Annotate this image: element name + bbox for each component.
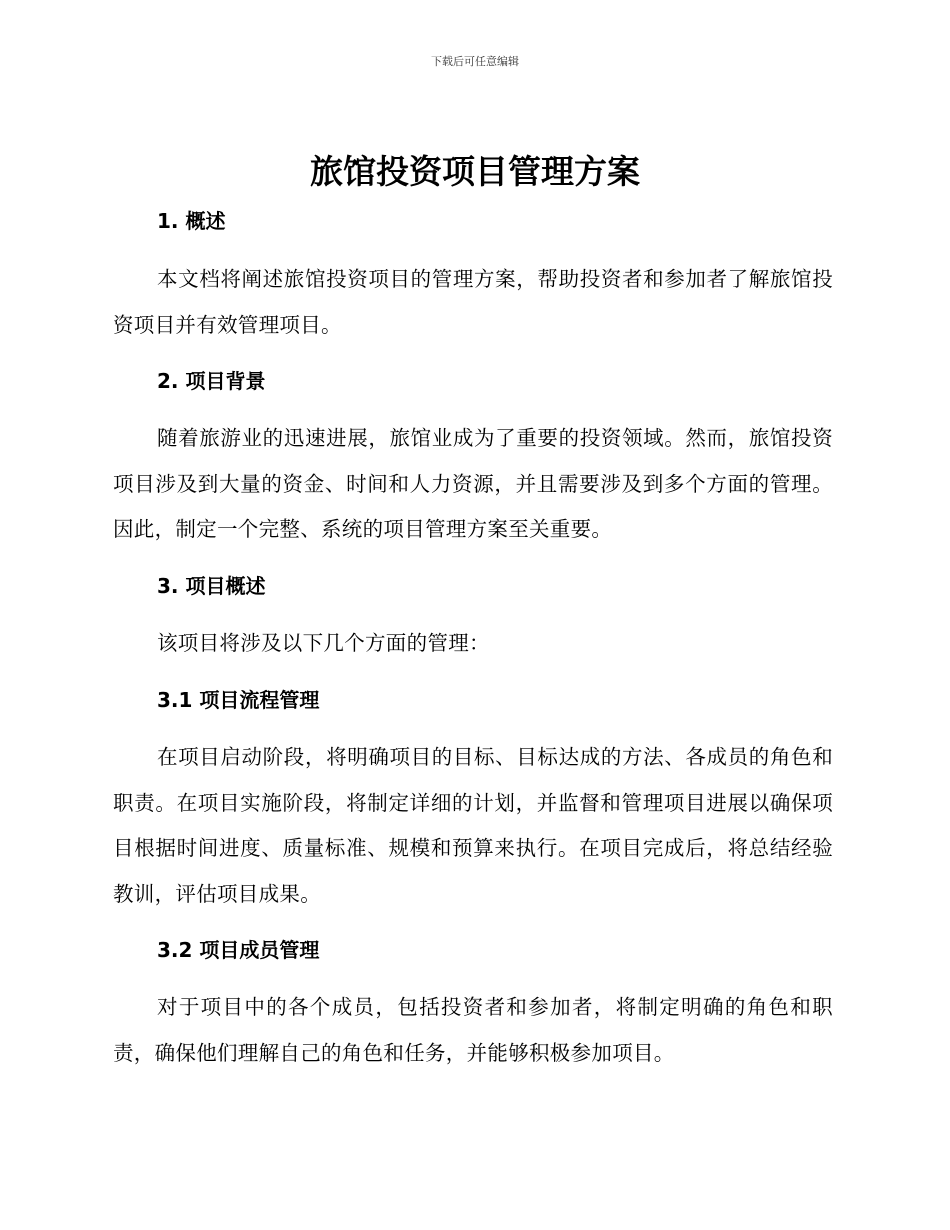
section-body-project-summary: 该项目将涉及以下几个方面的管理： [157,631,490,655]
page-header-note: 下载后可任意编辑 [431,55,519,68]
document-title: 旅馆投资项目管理方案 [310,152,640,191]
section-body-process-management: 在项目启动阶段，将明确项目的目标、目标达成的方法、各成员的角色和职责。在项目实施阶段，将制定详细的计划，并监督和管理项目进展以确保项目根据时间进度、质量标准、规模和预算来执行。在项目完成后，将总结经验教训，评估项目成果。 [113,745,833,906]
section-body-overview: 本文档将阐述旅馆投资项目的管理方案，帮助投资者和参加者了解旅馆投资项目并有效管理项目。 [113,267,833,337]
section-body-background: 随着旅游业的迅速进展，旅馆业成为了重要的投资领域。然而，旅馆投资项目涉及到大量的资金、时间和人力资源，并且需要涉及到多个方面的管理。因此，制定一个完整、系统的项目管理方案至关重要。 [113,426,833,541]
section-heading-project-summary: 3. 项目概述 [157,574,266,598]
section-heading-overview: 1. 概述 [157,209,226,233]
section-heading-member-management: 3.2 项目成员管理 [157,938,320,962]
section-heading-process-management: 3.1 项目流程管理 [157,688,320,712]
section-body-member-management: 对于项目中的各个成员，包括投资者和参加者，将制定明确的角色和职责，确保他们理解自己的角色和任务，并能够积极参加项目。 [113,995,833,1065]
section-heading-background: 2. 项目背景 [157,369,266,393]
